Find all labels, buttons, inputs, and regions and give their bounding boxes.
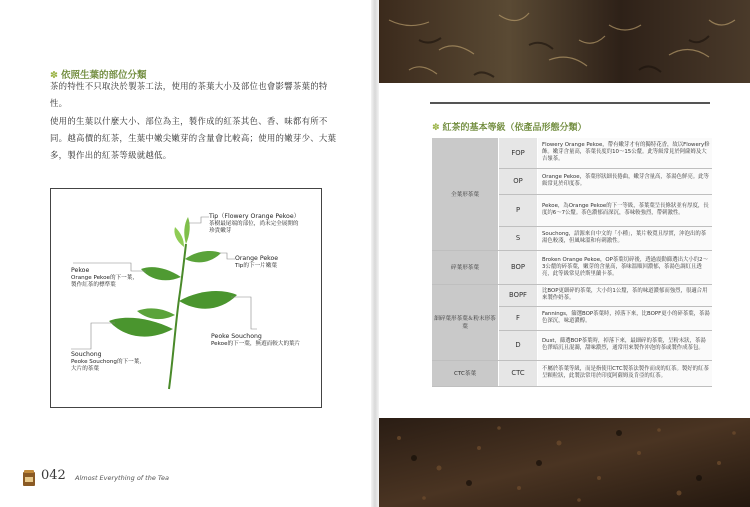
paragraph-1: 茶的特性不只取決於製茶工法，使用的茶葉大小及部位也會影響茶葉的特性。 [50,81,328,108]
loose-tea-photo-top [379,0,750,83]
pekoe-souchong-label-title: Peoke Souchong [211,333,262,340]
pekoe-souchong-label-desc: Pekoe的下一葉，無遊而較大的葉片 [211,341,301,347]
tea-grade-table [432,138,712,387]
page-number: 042 [41,468,66,483]
tip-label-title: Tip（Flowery Orange Pekoe） [209,213,300,220]
grade-code: F [499,306,538,330]
right-section-title [432,120,587,133]
table-row [432,360,712,386]
loose-tea-photo-bottom [379,418,750,507]
grade-code: CTC [499,360,538,386]
grade-desc: Broken Orange Pekoe，OP茶葉切碎後，透過震動篩選出大小約2～3公釐的碎茶葉，嫩芽的含量高，茶味溫順回濃郁，茶湯色調紅且透亮，此等級常見於斯里蘭卡茶。 [538,250,713,284]
souchong-label-desc-2: 大片的茶葉 [71,366,99,372]
pekoe-label-desc-1: Orange Pekoe的下一葉， [71,275,138,281]
tea-leaf-illustration [50,188,322,408]
grade-code: D [499,330,538,360]
category-fannings-dust: 細碎葉形茶葉＆粉末形茶葉 [432,284,499,360]
orange-pekoe-label-desc: Tip的下一片嫩葉 [235,263,277,269]
orange-pekoe-label-title: Orange Pekoe [235,255,279,262]
grade-code: S [499,226,538,250]
grade-desc: Pekoe，為Orange Pekoe的下一等級，茶葉葉呈長條狀並有厚度，長度約6～7公釐。茶色濃郁而深沉，茶味較強烈，帶刺激性。 [538,194,713,226]
grade-code: OP [499,168,538,194]
flower-bullet-icon: ✽ [432,123,440,133]
grade-code: P [499,194,538,226]
right-section-title-text: 紅茶的基本等級（依產品形態分類） [442,123,587,133]
grade-desc: Dust，篩選BOP茶葉時，掉落下來，最細碎的茶葉，呈粉末狀，茶湯色澤暗沉且混濁，甜味濃烈，通常用來製作沖泡的茶或製作成茶包。 [538,330,713,360]
grade-desc: Fannings，篩選BOP茶葉時，掉落下來，比BOPF更小的碎茶葉，茶湯色深沉，味道濃醇。 [538,306,713,330]
grade-desc: 比BOP更細碎的茶葉，大小約1公釐，茶的味道濃郁而強烈，很適合用來製作奶茶。 [538,284,713,306]
category-broken: 碎葉形茶葉 [432,250,499,284]
pekoe-label-desc-2: 製作紅茶的標準葉 [71,282,116,288]
souchong-label-title: Souchong [71,351,102,358]
grade-desc: Orange Pekoe，茶葉形狀細長捲曲，嫩芽含量高，茶湯色鮮亮。此等級常見於印度茶。 [538,168,713,194]
pekoe-label-title: Pekoe [71,267,90,274]
tea-tin-icon [22,469,36,487]
paragraph-2: 使用的生葉以什麼大小、部位為主，製作成的紅茶其色、香、味都有所不同。越高價的紅茶，生葉中嫩尖嫩芽的含量會比較高；使用的嫩芽少、大葉多，製作出的紅茶等級就越低。 [50,116,337,160]
grade-desc: Souchong，語源來自中文的「小種」，葉片較寬且厚實，沖泡出的茶湯色較淺，但風味溫和有刺激性。 [538,226,713,250]
flower-bullet-icon: ✽ [50,70,58,81]
table-row [432,138,712,168]
table-row [432,284,712,306]
grade-code: BOP [499,250,538,284]
tip-label-desc-2: 珍貴嫩芽 [209,228,232,234]
grade-desc: 不屬於茶葉等級，而是指使用CTC製茶法製作而成的紅茶。製好的紅茶呈顆粒狀，此製法常用於印度阿薩姆及肯亞的紅茶。 [538,360,713,386]
grade-code: FOP [499,138,538,168]
section-rule [430,102,710,104]
category-whole-leaf: 全葉形茶葉 [432,138,499,250]
category-ctc: CTC茶葉 [432,360,499,386]
grade-code: BOPF [499,284,538,306]
grade-desc: Flowery Orange Pekoe，帶有嫩芽才有的獨特花香，故以Flowery修飾。嫩芽含量高，茶葉長度約10～15公釐。此等級常見於阿薩姆及大吉嶺茶。 [538,138,713,168]
tip-label-desc-1: 茶樹最尾端的部位，尚未完全展開的 [209,221,299,227]
left-section-title-text: 依照生葉的部位分類 [60,70,147,81]
book-title: Almost Everything of the Tea [75,474,170,482]
table-row [432,250,712,284]
page-gutter [371,0,379,507]
souchong-label-desc-1: Peoke Souchong的下一葉， [71,359,145,365]
